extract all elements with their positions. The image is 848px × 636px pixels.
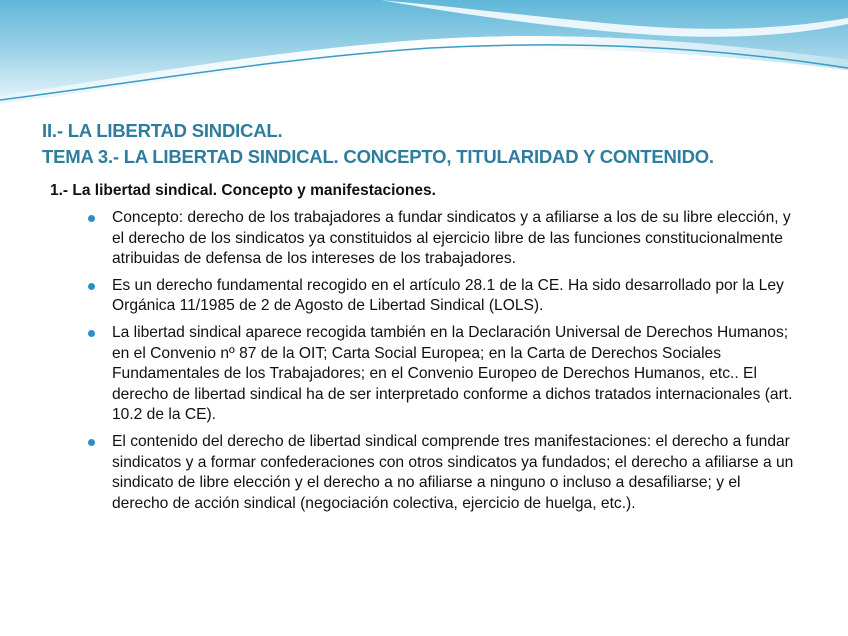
bullet-item [48, 276, 798, 317]
bullet-dot-icon [88, 439, 95, 446]
bullet-item [48, 323, 798, 426]
bullet-item [48, 208, 798, 270]
title-line-1: II.- LA LIBERTAD SINDICAL. [42, 120, 283, 141]
slide-content [48, 180, 798, 520]
title-line-2: TEMA 3.- LA LIBERTAD SINDICAL. CONCEPTO, TITULARIDAD Y CONTENIDO. [42, 146, 714, 167]
bullet-text: Concepto: derecho de los trabajadores a fundar sindicatos y a afiliarse a los de su libre elección, y el derecho de los sindicatos ya constituidos al ejercicio libre de las funciones constitucionalmente atribuidas de defensa de los intereses de los trabajadores. [112, 209, 791, 268]
bullet-text: Es un derecho fundamental recogido en el artículo 28.1 de la CE. Ha sido desarrollado por la Ley Orgánica 11/1985 de 2 de Agosto de Libertad Sindical (LOLS). [112, 276, 784, 315]
bullet-item [48, 432, 798, 514]
bullet-dot-icon [88, 283, 95, 290]
section-heading: 1.- La libertad sindical. Concepto y manifestaciones. [50, 182, 436, 199]
bullet-text: La libertad sindical aparece recogida también en la Declaración Universal de Derechos Humanos; en el Convenio nº 87 de la OIT; Carta Social Europea; en la Carta de Derechos Sociales Fundamentales de los Trabajadores; en el Convenio Europeo de Derechos Humanos, etc.. El derecho de libertad sindical ha de ser interpretado conforme a dichos tratados internacionales (art. 10.2 de la CE). [112, 323, 793, 424]
slide-title [42, 118, 832, 170]
bullet-text: El contenido del derecho de libertad sindical comprende tres manifestaciones: el derecho a fundar sindicatos y a formar confederaciones con otros sindicatos ya fundados; el derecho a afiliarse a un sindicato de libre elección y el derecho a no afiliarse a ninguno o incluso a desafiliarse; y el derecho de acción sindical (negociación colectiva, ejercicio de huelga, etc.). [112, 432, 794, 512]
bullet-list [48, 208, 798, 514]
header-wave-decoration [0, 0, 848, 110]
bullet-dot-icon [88, 215, 95, 222]
bullet-dot-icon [88, 330, 95, 337]
